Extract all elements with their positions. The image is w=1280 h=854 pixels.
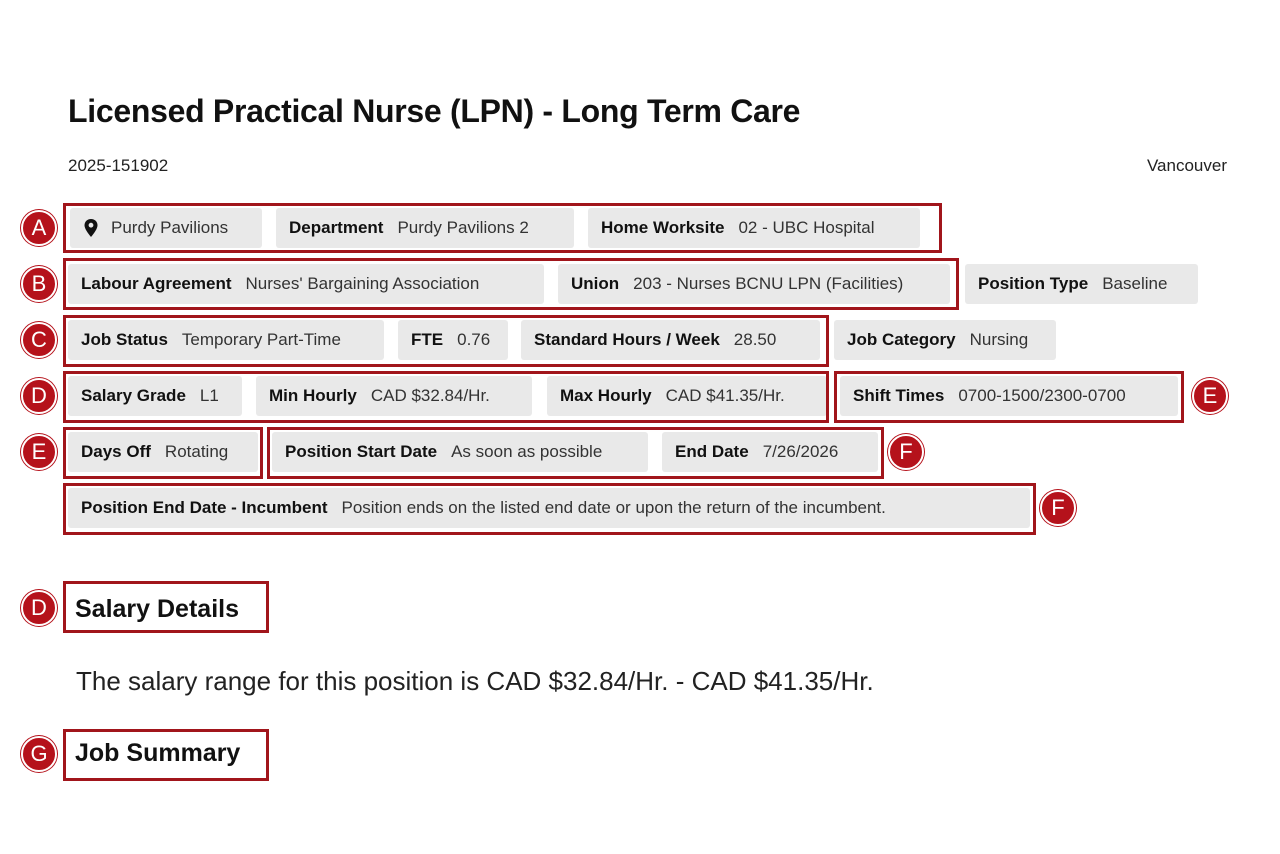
position-start-date-value: As soon as possible <box>451 442 603 461</box>
marker-f-dates: F <box>888 434 924 470</box>
fte-label: FTE <box>411 330 444 349</box>
marker-g-summary: G <box>21 736 57 772</box>
job-status-label: Job Status <box>81 330 168 349</box>
fte-value: 0.76 <box>457 330 491 349</box>
union-value: 203 - Nurses BCNU LPN (Facilities) <box>633 274 904 293</box>
position-end-incumbent-label: Position End Date - Incumbent <box>81 498 328 517</box>
days-off-label: Days Off <box>81 442 151 461</box>
home-worksite-value: 02 - UBC Hospital <box>738 218 875 237</box>
page-title: Licensed Practical Nurse (LPN) - Long Term Care <box>68 93 801 129</box>
department-label: Department <box>289 218 384 237</box>
position-start-date-label: Position Start Date <box>285 442 438 461</box>
annotation-box-f-dates <box>267 427 884 479</box>
marker-e-shift: E <box>1192 378 1228 414</box>
marker-f-incumbent: F <box>1040 490 1076 526</box>
home-worksite-label: Home Worksite <box>601 218 725 237</box>
annotation-box-d <box>63 371 829 423</box>
job-summary-heading: Job Summary <box>75 739 241 767</box>
annotation-box-e-shift <box>834 371 1184 423</box>
days-off-value: Rotating <box>164 442 229 461</box>
min-hourly-value: CAD $32.84/Hr. <box>370 386 490 405</box>
annotation-box-b <box>63 258 959 310</box>
job-category-chip <box>834 320 1056 360</box>
position-type-label: Position Type <box>978 274 1089 293</box>
end-date-label: End Date <box>675 442 749 461</box>
shift-times-value: 0700-1500/2300-0700 <box>958 386 1126 405</box>
min-hourly-label: Min Hourly <box>269 386 357 405</box>
end-date-value: 7/26/2026 <box>762 442 839 461</box>
job-category-value: Nursing <box>969 330 1029 349</box>
marker-a: A <box>21 210 57 246</box>
labour-agreement-value: Nurses' Bargaining Association <box>245 274 480 293</box>
job-category-label: Job Category <box>847 330 956 349</box>
shift-times-label: Shift Times <box>853 386 945 405</box>
marker-b: B <box>21 266 57 302</box>
labour-agreement-label: Labour Agreement <box>81 274 232 293</box>
position-end-incumbent-value: Position ends on the listed end date or upon the return of the incumbent. <box>341 498 886 517</box>
location-name: Purdy Pavilions <box>111 218 229 237</box>
annotation-box-f-incumbent <box>63 483 1036 535</box>
annotation-box-c <box>63 315 829 367</box>
position-type-value: Baseline <box>1102 274 1168 293</box>
job-city: Vancouver <box>1146 156 1227 175</box>
max-hourly-value: CAD $41.35/Hr. <box>665 386 785 405</box>
marker-c: C <box>21 322 57 358</box>
marker-d-salary: D <box>21 590 57 626</box>
salary-details-heading: Salary Details <box>75 595 239 623</box>
annotation-box-a <box>63 203 942 253</box>
job-status-value: Temporary Part-Time <box>181 330 341 349</box>
standard-hours-label: Standard Hours / Week <box>534 330 720 349</box>
max-hourly-label: Max Hourly <box>560 386 652 405</box>
department-value: Purdy Pavilions 2 <box>397 218 529 237</box>
salary-details-text: The salary range for this position is CAD $32.84/Hr. - CAD $41.35/Hr. <box>76 666 874 696</box>
marker-d: D <box>21 378 57 414</box>
position-type-chip <box>965 264 1198 304</box>
posting-id: 2025-151902 <box>68 156 169 175</box>
union-label: Union <box>571 274 620 293</box>
salary-grade-label: Salary Grade <box>81 386 186 405</box>
standard-hours-value: 28.50 <box>733 330 777 349</box>
marker-e-days: E <box>21 434 57 470</box>
annotation-box-e-days <box>63 427 263 479</box>
salary-grade-value: L1 <box>199 386 219 405</box>
